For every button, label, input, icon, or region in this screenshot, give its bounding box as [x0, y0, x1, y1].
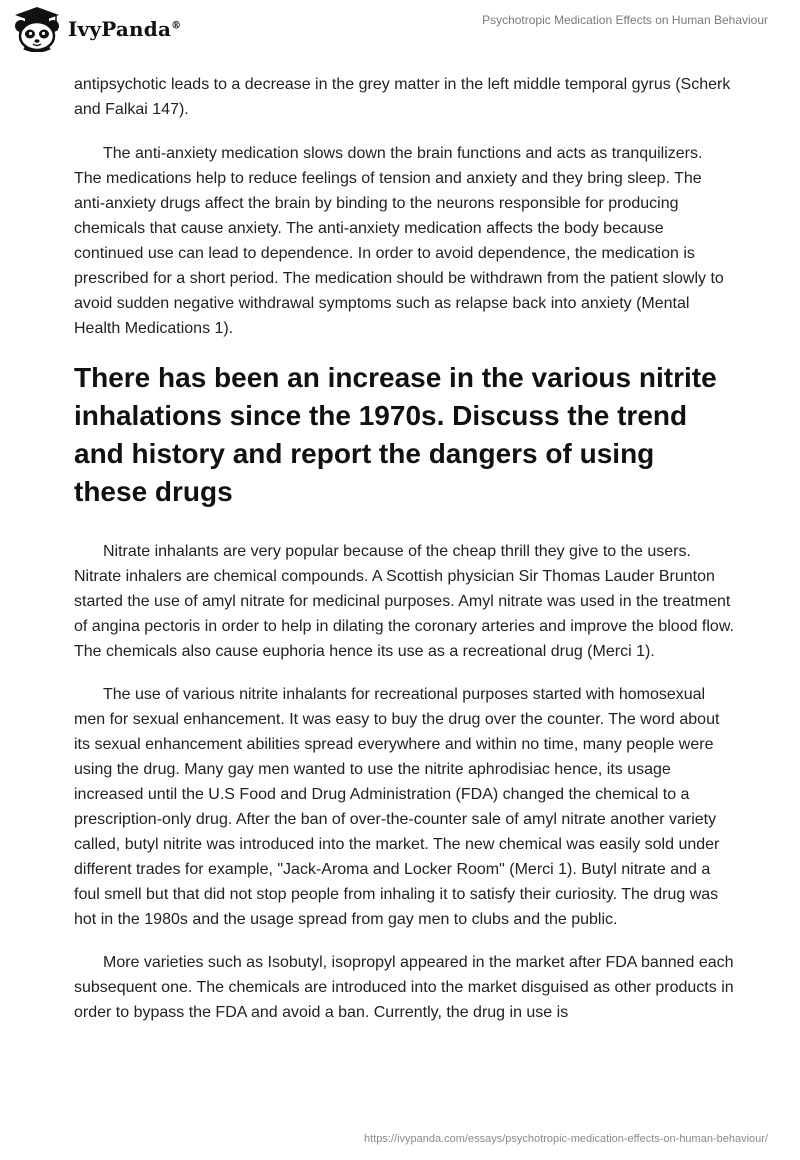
- paragraph: The use of various nitrite inhalants for recreational purposes started with homosexual men for sexual enhancement. It was easy to buy the drug over the counter. The word about its sexual enhancement abilities spread everywhere and within no time, many people were using the drug. Many gay men wanted to use the nitrite aphrodisiac hence, its usage increased until the U.S Food and Drug Administration (FDA) changed the chemical to a prescription-only drug. After the ban of over-the-counter sale of amyl nitrate another variety called, butyl nitrite was introduced into the market. The new chemical was easily sold under different trades for example, "Jack-Aroma and Locker Room" (Merci 1). Butyl nitrate and a foul smell but that did not stop people from inhaling it to satisfy their curiosity. The drug was hot in the 1980s and the usage spread from gay men to clubs and the public.: [74, 686, 720, 928]
- paragraph: Nitrate inhalants are very popular because of the cheap thrill they give to the users. Nitrate inhalers are chemical compounds. A Scottish physician Sir Thomas Lauder Brunton started the use of amyl nitrate for medicinal purposes. Amyl nitrate was used in the treatment of angina pectoris in order to help in dilating the coronary arteries and improve the blood flow. The chemicals also cause euphoria hence its use as a recreational drug (Merci 1).: [74, 543, 734, 660]
- panda-logo-icon: [12, 6, 62, 52]
- page-header: [0, 0, 800, 70]
- paragraph: antipsychotic leads to a decrease in the grey matter in the left middle temporal gyrus (Scherk and Falkai 147).: [74, 76, 731, 118]
- paragraph: More varieties such as Isobutyl, isopropyl appeared in the market after FDA banned each subsequent one. The chemicals are introduced into the market disguised as other products in order to bypass the FDA and avoid a ban. Currently, the drug in use is: [74, 954, 734, 1021]
- brand-name: IvyPanda®: [68, 17, 182, 41]
- paragraph: The anti-anxiety medication slows down the brain functions and acts as tranquilizers. The medications help to reduce feelings of tension and anxiety and they bring sleep. The anti-anxiety drugs affect the brain by binding to the neurons responsible for producing chemicals that cause anxiety. The anti-anxiety medication affects the body because continued use can lead to dependence. In order to avoid dependence, the medication is prescribed for a short period. The medication should be withdrawn from the patient slowly to avoid sudden negative withdrawal symptoms such as relapse back into anxiety (Mental Health Medications 1).: [74, 145, 724, 337]
- logo[interactable]: [12, 6, 181, 52]
- source-url[interactable]: https://ivypanda.com/essays/psychotropic-medication-effects-on-human-behaviour/: [364, 1133, 768, 1145]
- document-title: Psychotropic Medication Effects on Human Behaviour: [482, 13, 768, 27]
- essay-body: [74, 72, 734, 1043]
- section-heading: There has been an increase in the various nitrite inhalations since the 1970s. Discuss the trend and history and report the dangers of using these drugs: [74, 362, 717, 507]
